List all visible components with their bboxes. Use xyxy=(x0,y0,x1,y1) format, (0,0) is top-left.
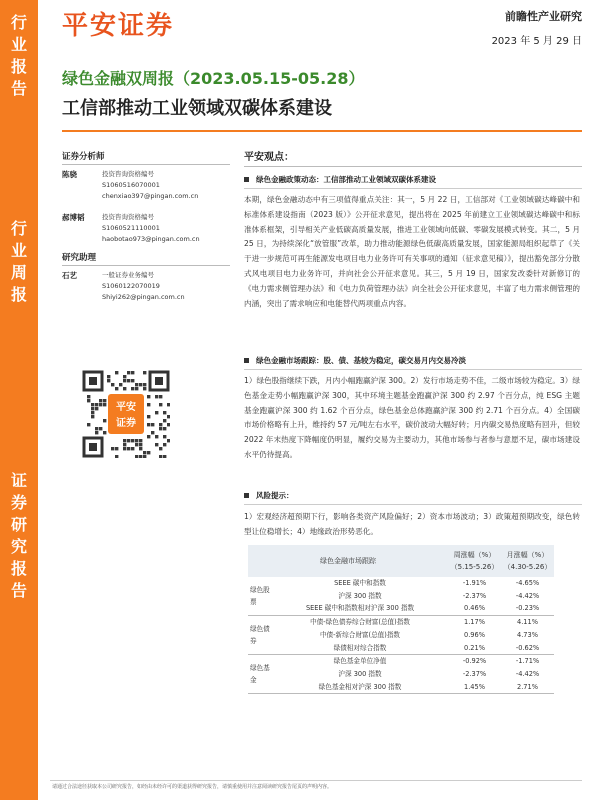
views-title: 平安观点： xyxy=(244,148,582,167)
section-divider xyxy=(244,369,582,370)
table-cell-weekly: 0.46% xyxy=(448,602,501,615)
report-type: 前瞻性产业研究 xyxy=(505,10,582,23)
table-row xyxy=(248,681,554,694)
table-row xyxy=(248,629,554,642)
section-body: 1）宏观经济超预期下行，影响各类资产风险偏好；2）资本市场波动；3）政策超预期改变，绿色转型让位稳增长；4）地缘政治形势恶化。 xyxy=(244,512,580,536)
monthly-label: 月涨幅（%） xyxy=(506,551,549,559)
section-divider xyxy=(244,504,582,505)
qr-stamp-top: 平安 xyxy=(116,402,136,413)
monthly-period: （4.30-5.26） xyxy=(503,563,552,571)
table-cell-weekly: 1.17% xyxy=(464,618,485,627)
analyst-name: 郝博韬 xyxy=(62,213,85,222)
table-row xyxy=(248,616,554,629)
section-heading-text: 风险提示： xyxy=(256,491,294,500)
table-cell-item: SEEE 碳中和指数 xyxy=(334,579,386,587)
table-cell-monthly: -4.42% xyxy=(515,669,540,678)
report-series: 绿色金融双周报（2023.05.15-05.28） xyxy=(62,69,365,88)
table-cell-item: 中债-新综合财富(总值)指数 xyxy=(319,630,401,639)
header-meta xyxy=(492,8,582,47)
table-cell-item: 绿色基金相对沪深 300 指数 xyxy=(272,681,448,694)
weekly-period: （5.15-5.26） xyxy=(450,563,499,571)
assistant-name: 石艺 xyxy=(62,271,77,280)
weekly-label: 周涨幅（%） xyxy=(453,551,496,559)
table-row xyxy=(248,577,554,590)
table-header-monthly xyxy=(501,545,554,577)
analyst-entry xyxy=(62,169,230,202)
assistants-heading: 研究助理 xyxy=(62,249,230,266)
analyst-role: 投资咨询资格编号 xyxy=(102,213,154,221)
footer-divider xyxy=(50,780,582,781)
assistant-license: S1060122070019 xyxy=(102,282,160,290)
table-cell-item: 绿色基金单位净值 xyxy=(333,657,387,666)
table-cell-weekly: -1.91% xyxy=(462,579,487,587)
table-cell-weekly: -0.92% xyxy=(462,657,487,666)
analyst-email[interactable]: chenxiao397@pingan.com.cn xyxy=(102,192,199,200)
table-group-name: 绿色股票 xyxy=(248,577,272,616)
table-cell-item: 绿债相对综合指数 xyxy=(272,642,448,655)
section-market xyxy=(244,355,582,366)
report-title: 工信部推动工业领域双碳体系建设 xyxy=(62,98,332,119)
table-cell-item: 沪深 300 指数 xyxy=(338,591,382,600)
table-header-row xyxy=(248,545,554,577)
market-tracking-table xyxy=(248,545,554,694)
table-cell-monthly: -4.65% xyxy=(515,579,540,587)
table-cell-monthly: 2.71% xyxy=(501,681,554,694)
qr-stamp-bottom: 证券 xyxy=(116,418,136,429)
analyst-license: S1060516070001 xyxy=(102,181,160,189)
section-heading-text: 绿色金融市场跟踪：股、债、基较为稳定，碳交易月内交易冷淡 xyxy=(256,356,466,365)
table-header-weekly xyxy=(448,545,501,577)
title-divider xyxy=(62,130,582,132)
table-cell-weekly: 0.21% xyxy=(448,642,501,655)
company-logo xyxy=(62,6,174,40)
table-cell-weekly: -2.37% xyxy=(462,591,487,600)
analyst-entry xyxy=(62,212,230,245)
table-row xyxy=(248,642,554,655)
table-cell-monthly: 4.11% xyxy=(517,618,538,627)
table-cell-item: SEEE 碳中和指数相对沪深 300 指数 xyxy=(272,602,448,615)
logo-text: 平安证券 xyxy=(62,10,175,41)
analyst-name: 陈骁 xyxy=(62,170,77,179)
table-row xyxy=(248,655,554,668)
table-cell-item: 沪深 300 指数 xyxy=(338,669,382,678)
table-group-name: 绿色基金 xyxy=(248,655,272,694)
qr-code[interactable] xyxy=(82,370,170,458)
section-risk xyxy=(244,490,582,501)
table-cell-item: 中债-绿色债券综合财富(总值)指数 xyxy=(310,618,410,627)
bullet-square-icon xyxy=(244,177,249,182)
bullet-square-icon xyxy=(244,493,249,498)
section-heading-text: 绿色金融政策动态：工信部推动工业领域双碳体系建设 xyxy=(256,175,436,184)
table-cell-weekly: 0.96% xyxy=(464,630,485,639)
section-heading xyxy=(244,174,582,185)
analyst-role: 投资咨询资格编号 xyxy=(102,170,154,178)
section-policy xyxy=(244,174,582,185)
table-cell-monthly: -1.71% xyxy=(515,657,540,666)
views-column xyxy=(244,148,582,167)
assistant-role: 一般证券业务编号 xyxy=(102,271,154,279)
table-group-name: 绿色债券 xyxy=(248,616,272,655)
analyst-column xyxy=(62,148,230,307)
assistant-entry xyxy=(62,270,230,303)
table-cell-monthly: 4.73% xyxy=(517,630,538,639)
table-header-main: 绿色金融市场跟踪 xyxy=(248,545,448,577)
report-date: 2023 年 5 月 29 日 xyxy=(491,36,582,47)
section-body: 1）绿色股指继续下跌，月内小幅跑赢沪深 300。2）发行市场走势不佳，二级市场较为稳定。3）绿色基金走势小幅跑赢沪深 300，其中环境主题基金跑赢沪深 300 约 2.97 个百分点，纯 ESG 主题基金跑赢沪深 300 约 1.62 个百分点，绿色基金总体跑赢沪深 300 约 2.71 个百分点。4）全国碳市场价格略有上升，维持约 57 元/吨左右水平，碳价波动大幅好转；月内碳交易热度略有回升，但较 2022 年末热度下降幅度仍明显，履约交易为主要动力，其他市场参与者参与意愿不足，碳市场建设水平仍待提高。 xyxy=(244,376,580,459)
table-cell-weekly: 1.45% xyxy=(448,681,501,694)
table-row xyxy=(248,590,554,603)
section-divider xyxy=(244,188,582,189)
analyst-email[interactable]: haobotao973@pingan.com.cn xyxy=(102,235,200,243)
analyst-license: S1060521110001 xyxy=(102,224,160,232)
side-label-securities xyxy=(0,470,38,602)
table-row xyxy=(248,668,554,681)
side-label-industry-report xyxy=(0,12,38,100)
table-cell-monthly: -0.62% xyxy=(501,642,554,655)
table-cell-monthly: -0.23% xyxy=(501,602,554,615)
side-label-text: 行 业 周 报 xyxy=(10,219,27,304)
bullet-square-icon xyxy=(244,358,249,363)
footer-disclaimer: 请通过合法途径获取本公司研究报告，如经由未经许可的渠道获得研究报告，请慎重使用并注意阅读研究报告尾页的声明内容。 xyxy=(52,784,333,790)
table-cell-weekly: -2.37% xyxy=(462,669,487,678)
side-band xyxy=(0,0,38,800)
section-heading xyxy=(244,490,582,501)
side-label-text: 证 券 研 究 报 告 xyxy=(10,471,27,600)
section-heading xyxy=(244,355,582,366)
side-label-text: 行 业 报 告 xyxy=(10,13,27,98)
section-body: 本期，绿色金融动态中有三项值得重点关注：其一，5 月 22 日，工信部对《工业领域碳达峰碳中和标准体系建设指南（2023 版）》公开征求意见，提出将在 2025 年前建立工业领域碳达峰碳中和标准体系框架，引导相关产业低碳高质量发展，推进工业领域向低碳、零碳发展模式转变。其二，5 月 25 日，为持续深化“放管服”改革，助力推动能源绿色低碳高质量发展，国家能源局组织起草了《关于进一步规范可再生能源发电项目电力业务许可有关事项的通知（征求意见稿）》，提出豁免部分分散式风电项目电力业务许可，并向社会公开征求意见。其三，5 月 19 日，国家发改委针对新修订的《电力需求侧管理办法》和《电力负荷管理办法》向全社会公开征求意见，丰富了电力需求侧管理的内涵，突出了需求响应和电能替代两项重点内容。 xyxy=(244,195,580,308)
side-label-weekly xyxy=(0,218,38,306)
table-row xyxy=(248,602,554,615)
table-cell-monthly: -4.42% xyxy=(515,591,540,600)
assistant-email[interactable]: Shiyi262@pingan.com.cn xyxy=(102,293,185,301)
analysts-heading: 证券分析师 xyxy=(62,148,230,165)
